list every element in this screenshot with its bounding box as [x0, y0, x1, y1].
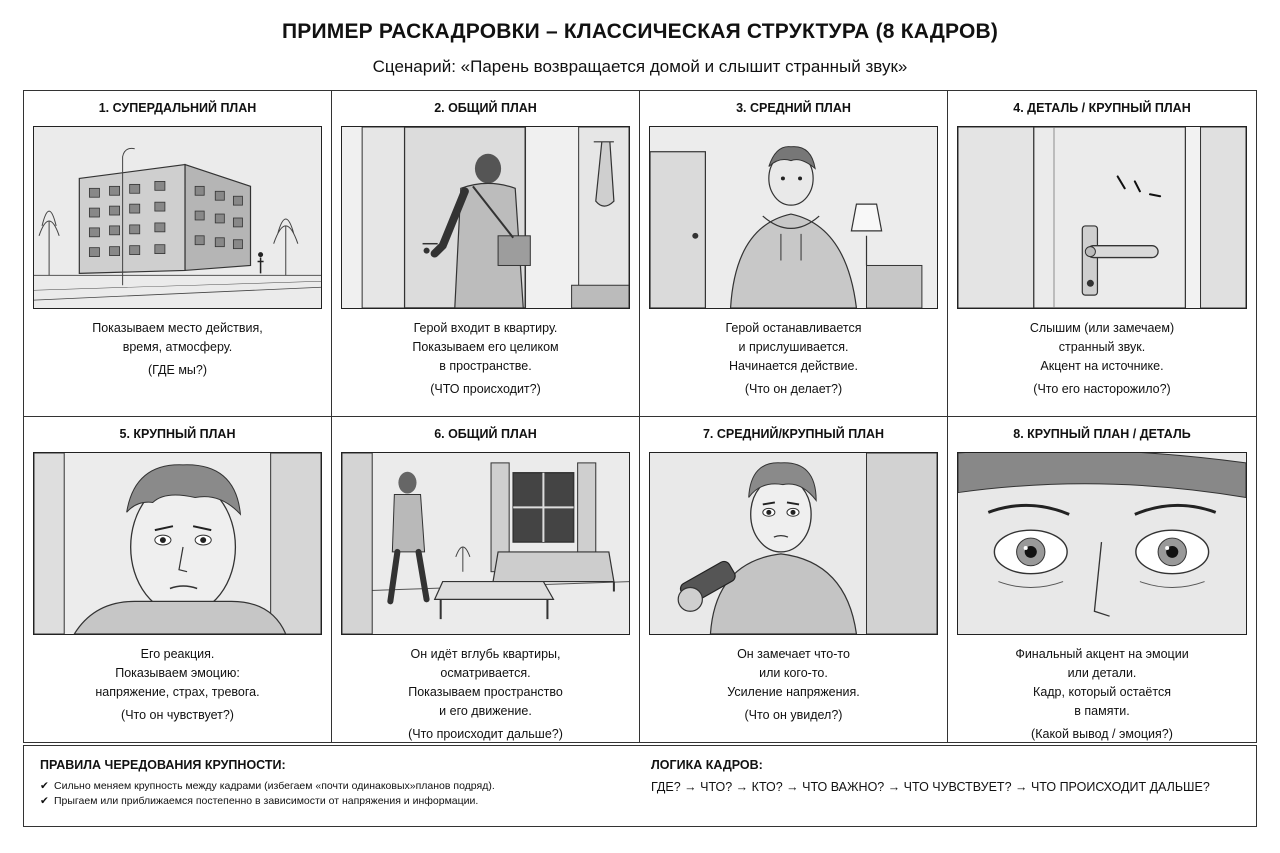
rules-heading: ПРАВИЛА ЧЕРЕДОВАНИЯ КРУПНОСТИ:: [40, 758, 286, 772]
panel-caption: Он замечает что-то или кого-то. Усиление напряжения. (Что он увидел?): [646, 645, 941, 725]
panel-question: (ЧТО происходит?): [430, 382, 541, 396]
panel-caption: Слышим (или замечаем) странный звук. Акцент на источнике. (Что его насторожило?): [954, 319, 1250, 399]
panel-frame: [957, 452, 1247, 635]
storyboard-panel-4: [948, 91, 1256, 417]
panel-title: 4. ДЕТАЛЬ / КРУПНЫЙ ПЛАН: [1013, 101, 1191, 115]
panel-title: 3. СРЕДНИЙ ПЛАН: [736, 101, 851, 115]
storyboard-panel-1: [24, 91, 332, 417]
panel-question: (Что происходит дальше?): [408, 726, 563, 741]
panel-question: (Что он увидел?): [744, 707, 843, 722]
storyboard-panel-6: [332, 417, 640, 743]
man-walking-living-room-sketch: [342, 453, 629, 634]
panel-caption: Герой входит в квартиру. Показываем его целиком в пространстве. (ЧТО происходит?): [338, 319, 633, 399]
panel-frame: [957, 126, 1247, 309]
panel-caption: Финальный акцент на эмоции или детали. Кадр, который остаётся в памяти. (Какой вывод / эмоция?): [954, 645, 1250, 744]
page-subtitle: Сценарий: «Парень возвращается домой и слышит странный звук»: [372, 57, 908, 76]
worried-face-closeup-sketch: [34, 453, 321, 634]
panel-question: (ГДЕ мы?): [147, 363, 208, 377]
panel-title: 1. СУПЕРДАЛЬНИЙ ПЛАН: [98, 101, 257, 115]
logic-heading: ЛОГИКА КАДРОВ:: [651, 758, 763, 772]
panel-question: (Что он делает?): [744, 382, 843, 396]
panel-frame: [33, 126, 322, 309]
man-with-flashlight-sketch: [650, 453, 937, 634]
panel-caption: Показываем место действия, время, атмосферу. (ГДЕ мы?): [30, 319, 325, 380]
panel-frame: [33, 452, 322, 635]
man-listening-sketch: [650, 127, 937, 308]
logic-text: ГДЕ? → ЧТО? → КТО? → ЧТО ВАЖНО? → ЧТО ЧУВСТВУЕТ? → ЧТО ПРОИСХОДИТ ДАЛЬШЕ?: [651, 780, 1210, 794]
panel-caption: Он идёт вглубь квартиры, осматривается. Показываем пространство и его движение. (Что происходит дальше?): [338, 645, 633, 744]
panel-question: (Что он чувствует?): [121, 707, 234, 722]
panel-frame: [649, 452, 938, 635]
panel-caption: Герой останавливается и прислушивается. Начинается действие. (Что он делает?): [646, 319, 941, 399]
panel-title: 2. ОБЩИЙ ПЛАН: [434, 101, 537, 115]
panel-title: 8. КРУПНЫЙ ПЛАН / ДЕТАЛЬ: [1013, 426, 1191, 441]
checkmark-icon: ✔: [40, 795, 49, 807]
storyboard-grid: [23, 90, 1257, 743]
panel-frame: [341, 452, 630, 635]
rules-box: [23, 745, 1257, 827]
panel-question: (Какой вывод / эмоция?): [1031, 726, 1173, 741]
panel-caption: Его реакция. Показываем эмоцию: напряжение, страх, тревога. (Что он чувствует?): [30, 645, 325, 725]
storyboard-panel-2: [332, 91, 640, 417]
man-entering-door-sketch: [342, 127, 629, 308]
storyboard-panel-5: [24, 417, 332, 743]
panel-question: (Что его насторожило?): [1033, 382, 1171, 396]
checkmark-icon: ✔: [40, 780, 49, 792]
apartment-block-sketch: [34, 127, 321, 308]
wide-eyes-closeup-sketch: [958, 453, 1246, 634]
door-handle-detail-sketch: [958, 127, 1246, 308]
storyboard-panel-7: [640, 417, 948, 743]
shot-logic: [651, 758, 1251, 794]
panel-title: 5. КРУПНЫЙ ПЛАН: [119, 426, 236, 441]
storyboard-panel-3: [640, 91, 948, 417]
page-title: ПРИМЕР РАСКАДРОВКИ – КЛАССИЧЕСКАЯ СТРУКТУРА (8 КАДРОВ): [281, 20, 999, 43]
panel-frame: [341, 126, 630, 309]
storyboard-panel-8: [948, 417, 1256, 743]
panel-title: 6. ОБЩИЙ ПЛАН: [434, 426, 537, 441]
alternation-rules: [40, 758, 630, 809]
panel-frame: [649, 126, 938, 309]
rule-item: ✔ Прыгаем или приближаемся постепенно в зависимости от напряжения и информации.: [40, 795, 479, 807]
panel-title: 7. СРЕДНИЙ/КРУПНЫЙ ПЛАН: [702, 426, 885, 441]
rule-item: ✔ Сильно меняем крупность между кадрами (избегаем «почти одинаковых»планов подряд).: [40, 780, 495, 792]
